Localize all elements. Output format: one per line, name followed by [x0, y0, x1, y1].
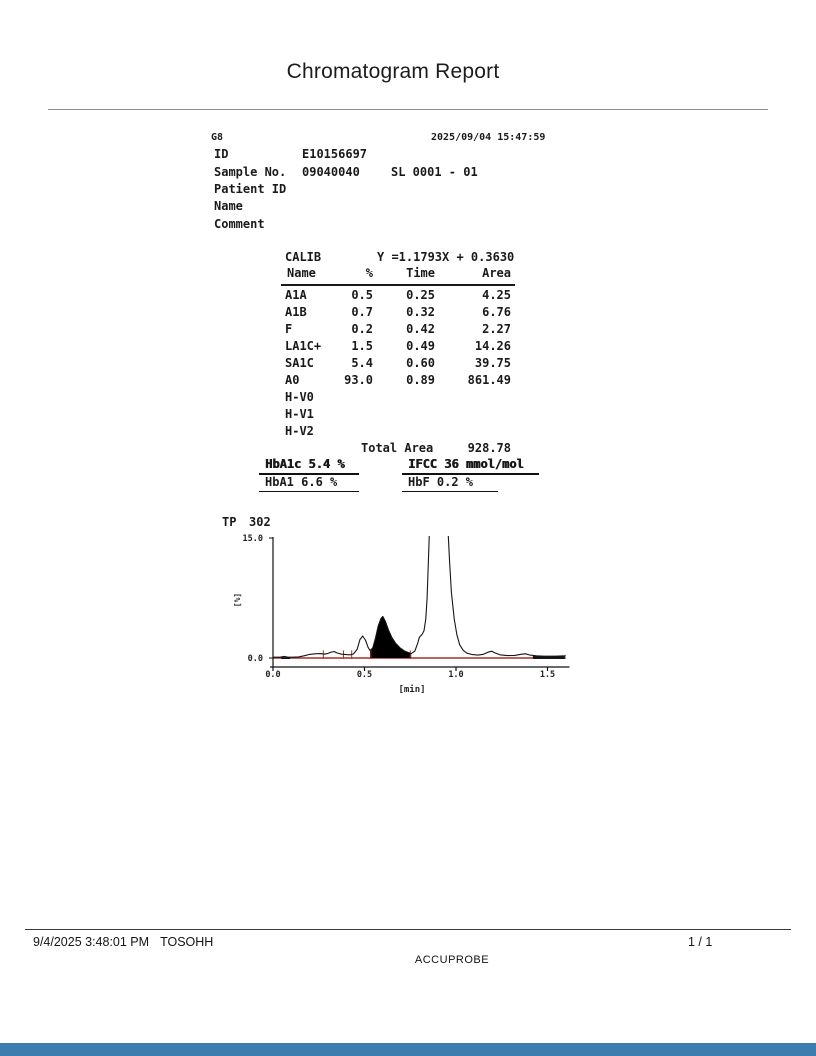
table-row	[285, 339, 511, 356]
cell-pct: 0.7	[351, 305, 373, 319]
field-row-name	[0, 199, 816, 216]
calib-equation: Y =1.1793X + 0.3630	[377, 250, 515, 264]
cell-name: A1B	[285, 305, 307, 319]
total-area-value: 928.78	[467, 441, 511, 455]
chart-tp-value: 302	[249, 515, 271, 529]
col-header-area: Area	[482, 266, 511, 280]
total-area-label: Total Area	[361, 441, 434, 455]
field-value: E10156697	[302, 147, 368, 161]
svg-text:[min]: [min]	[398, 685, 426, 695]
cell-time: 0.42	[406, 322, 435, 336]
cell-area: 14.26	[474, 339, 511, 353]
field-row-comment	[0, 217, 816, 234]
report-datetime: 2025/09/04 15:47:59	[431, 132, 546, 143]
cell-area: 6.76	[482, 305, 511, 319]
table-row	[285, 322, 511, 339]
table-header-rule	[281, 284, 515, 286]
total-area-row	[285, 441, 511, 458]
table-row	[285, 424, 511, 441]
calib-table-header	[285, 266, 511, 283]
cell-name: A0	[285, 373, 300, 387]
cell-area: 39.75	[474, 356, 511, 370]
svg-text:15.0: 15.0	[242, 534, 263, 544]
page-title: Chromatogram Report	[286, 60, 500, 83]
calib-label: CALIB	[285, 250, 322, 264]
cell-name: F	[285, 322, 293, 336]
footer-page-number: 1 / 1	[688, 935, 713, 949]
svg-text:0.0: 0.0	[265, 670, 281, 680]
field-label: Name	[214, 199, 243, 213]
svg-text:0.0: 0.0	[247, 654, 263, 664]
cell-name: H-V0	[285, 390, 314, 404]
field-row-id	[0, 147, 816, 164]
cell-time: 0.89	[406, 373, 435, 387]
cell-name: H-V2	[285, 424, 314, 438]
cell-time: 0.60	[406, 356, 435, 370]
result-hbf: HbF 0.2 %	[402, 475, 498, 492]
result-ifcc: IFCC 36 mmol/mol	[402, 457, 539, 475]
svg-text:0.5: 0.5	[356, 670, 373, 680]
device-label: G8	[211, 132, 224, 143]
table-row	[285, 407, 511, 424]
cell-area: 4.25	[482, 288, 511, 302]
field-label: ID	[214, 147, 229, 161]
cell-pct: 93.0	[344, 373, 373, 387]
chromatogram-chart	[205, 500, 585, 705]
cell-name: LA1C+	[285, 339, 322, 353]
field-extra: SL 0001 - 01	[391, 165, 478, 179]
cell-pct: 5.4	[351, 356, 373, 370]
footer-operator: TOSOHH	[160, 935, 214, 949]
col-header-pct: %	[365, 266, 373, 280]
chart-tp-label: TP	[222, 515, 237, 529]
cell-time: 0.49	[406, 339, 435, 353]
cell-area: 861.49	[467, 373, 511, 387]
cell-time: 0.25	[406, 288, 435, 302]
table-row	[285, 288, 511, 305]
table-row	[285, 390, 511, 407]
svg-text:[%]: [%]	[233, 592, 242, 608]
bottom-accent-bar	[0, 1043, 816, 1056]
cell-name: H-V1	[285, 407, 314, 421]
svg-text:1.0: 1.0	[448, 670, 464, 680]
field-row-patient	[0, 182, 816, 199]
cell-name: SA1C	[285, 356, 314, 370]
field-label: Patient ID	[214, 182, 287, 196]
result-hba1: HbA1 6.6 %	[259, 475, 359, 492]
table-row	[285, 373, 511, 390]
svg-text:1.5: 1.5	[539, 670, 556, 680]
table-row	[285, 356, 511, 373]
cell-time: 0.32	[406, 305, 435, 319]
cell-pct: 0.2	[351, 322, 373, 336]
cell-area: 2.27	[482, 322, 511, 336]
col-header-name: Name	[287, 266, 316, 280]
table-row	[285, 305, 511, 322]
title-divider	[48, 109, 768, 110]
footer-brand: ACCUPROBE	[414, 954, 490, 966]
footer-divider	[25, 929, 791, 930]
cell-pct: 0.5	[351, 288, 373, 302]
field-label: Sample No.	[214, 165, 287, 179]
footer-datetime: 9/4/2025 3:48:01 PM	[33, 935, 150, 949]
field-label: Comment	[214, 217, 265, 231]
field-value: 09040040	[302, 165, 360, 179]
result-hba1c: HbA1c 5.4 %	[259, 457, 359, 475]
cell-pct: 1.5	[351, 339, 373, 353]
col-header-time: Time	[406, 266, 435, 280]
field-row-sample	[0, 165, 816, 182]
footer-printed	[33, 935, 213, 949]
cell-name: A1A	[285, 288, 307, 302]
